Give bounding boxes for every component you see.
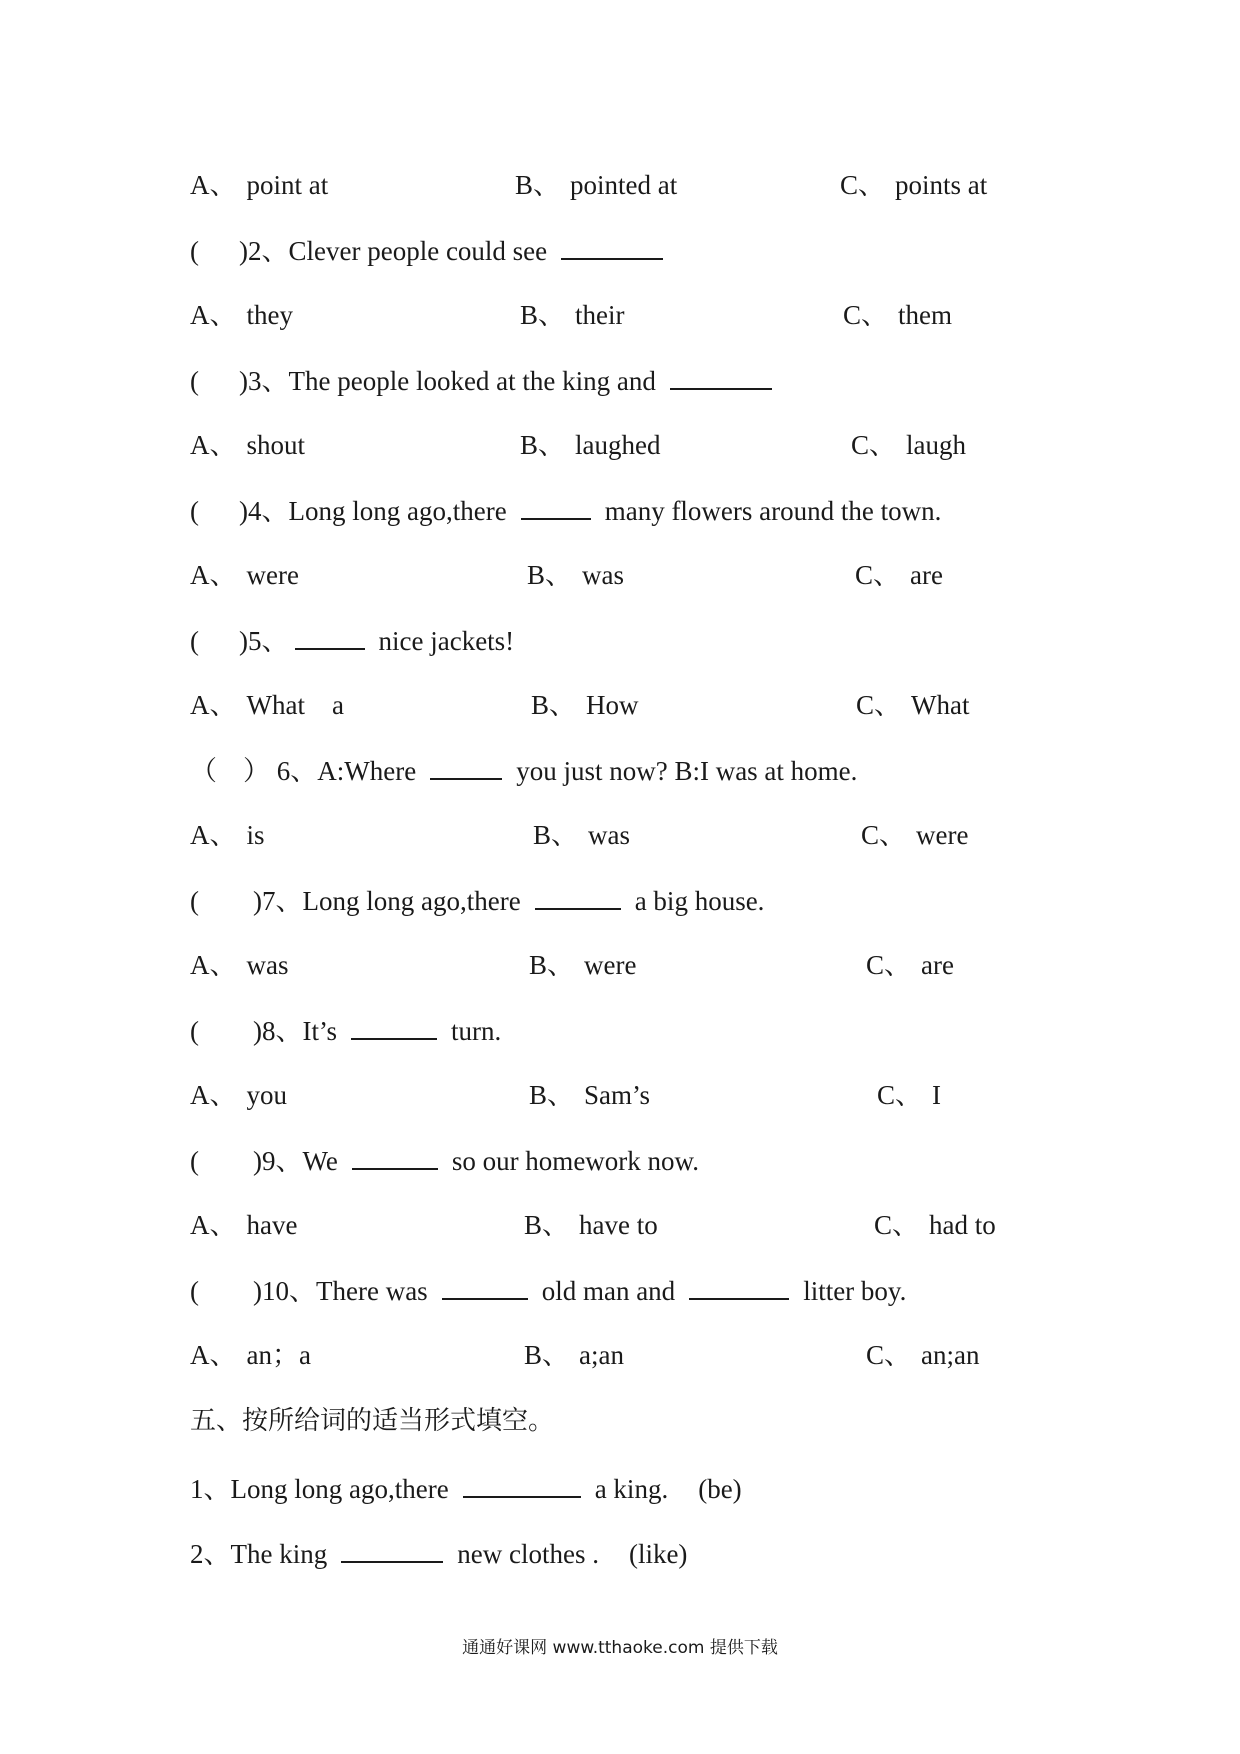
- q1-option-b: B、 pointed at: [515, 170, 678, 200]
- q3-option-c: C、 laugh: [851, 430, 967, 460]
- q2-option-a: A、 they: [190, 300, 293, 330]
- section-5-heading: 五、按所给词的适当形式填空。: [190, 1406, 555, 1436]
- q1-option-c: C、 points at: [840, 170, 988, 200]
- q9-option-b: B、 have to: [524, 1210, 658, 1240]
- q6-option-b: B、 was: [533, 820, 631, 850]
- answer-blank[interactable]: [430, 752, 502, 780]
- q5-option-a: A、 What a: [190, 690, 344, 720]
- q8-option-b: B、 Sam’s: [529, 1080, 651, 1110]
- q10-option-a: A、 an；a: [190, 1340, 311, 1370]
- answer-blank[interactable]: [670, 362, 772, 390]
- q7-option-b: B、 were: [529, 950, 637, 980]
- q7-option-a: A、 was: [190, 950, 289, 980]
- fill-item-2: 2、The king new clothes . (like): [190, 1535, 687, 1571]
- q3-option-a: A、 shout: [190, 430, 306, 460]
- q1-option-a: A、 point at: [190, 170, 329, 200]
- q6-option-c: C、 were: [861, 820, 969, 850]
- answer-blank[interactable]: [442, 1272, 528, 1300]
- q6-option-a: A、 is: [190, 820, 265, 850]
- answer-blank[interactable]: [463, 1470, 581, 1498]
- answer-blank[interactable]: [295, 622, 365, 650]
- q10-option-c: C、 an;an: [866, 1340, 980, 1370]
- question-8: ( )8、It’s turn.: [190, 1012, 501, 1048]
- question-4: ( )4、Long long ago,there many flowers around the town.: [190, 492, 941, 528]
- answer-blank[interactable]: [341, 1535, 443, 1563]
- question-2: ( )2、Clever people could see: [190, 232, 677, 268]
- fill-item-1: 1、Long long ago,there a king. (be): [190, 1470, 742, 1506]
- answer-blank[interactable]: [352, 1142, 438, 1170]
- question-7: ( )7、Long long ago,there a big house.: [190, 882, 764, 918]
- q5-option-c: C、 What: [856, 690, 970, 720]
- question-6: （ ） 6、A:Where you just now? B:I was at home.: [190, 752, 857, 788]
- q4-option-a: A、 were: [190, 560, 299, 590]
- answer-blank[interactable]: [521, 492, 591, 520]
- q8-option-c: C、 I: [877, 1080, 942, 1110]
- q2-option-c: C、 them: [843, 300, 953, 330]
- question-5: ( )5、 nice jackets!: [190, 622, 514, 658]
- question-9: ( )9、We so our homework now.: [190, 1142, 699, 1178]
- q4-option-c: C、 are: [855, 560, 943, 590]
- q2-option-b: B、 their: [520, 300, 625, 330]
- answer-blank[interactable]: [351, 1012, 437, 1040]
- question-3: ( )3、The people looked at the king and: [190, 362, 786, 398]
- q9-option-a: A、 have: [190, 1210, 298, 1240]
- answer-blank[interactable]: [535, 882, 621, 910]
- q5-option-b: B、 How: [531, 690, 639, 720]
- answer-blank[interactable]: [689, 1272, 789, 1300]
- q4-option-b: B、 was: [527, 560, 625, 590]
- q8-option-a: A、 you: [190, 1080, 287, 1110]
- footer-credit: 通通好课网 www.tthaoke.com 提供下载: [462, 1638, 778, 1658]
- q3-option-b: B、 laughed: [520, 430, 661, 460]
- answer-blank[interactable]: [561, 232, 663, 260]
- q7-option-c: C、 are: [866, 950, 954, 980]
- q9-option-c: C、 had to: [874, 1210, 996, 1240]
- q10-option-b: B、 a;an: [524, 1340, 624, 1370]
- question-10: ( )10、There was old man and litter boy.: [190, 1272, 906, 1308]
